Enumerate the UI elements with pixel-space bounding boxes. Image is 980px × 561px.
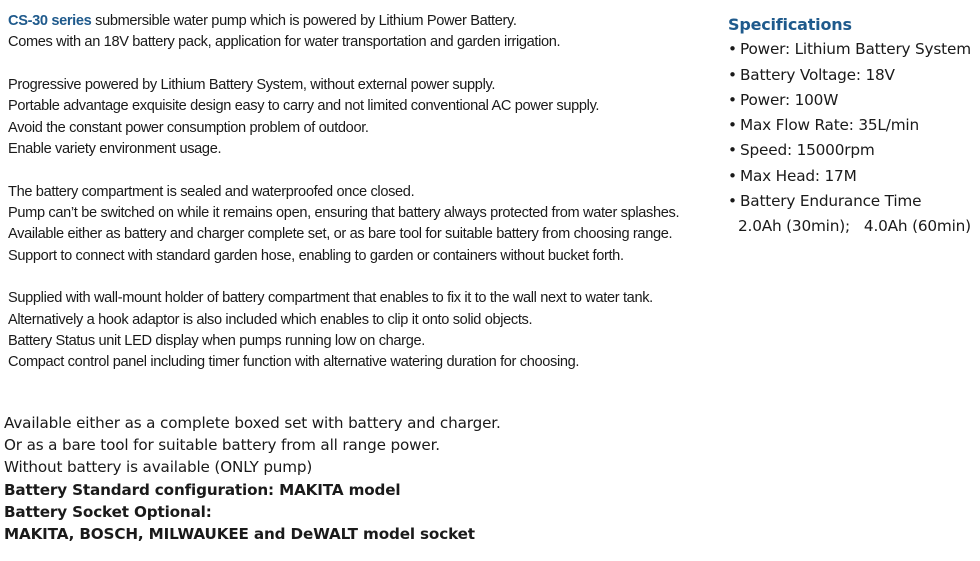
series-intro-text: submersible water pump which is powered by Lithium Power Battery. bbox=[91, 13, 517, 29]
specifications-panel bbox=[728, 12, 978, 240]
description-line: Supplied with wall-mount holder of battery compartment that enables to fix it to the wall next to water tank. bbox=[8, 290, 653, 307]
description-paragraph-3 bbox=[8, 182, 723, 267]
description-paragraph-2 bbox=[8, 75, 723, 160]
availability-line: Or as a bare tool for suitable battery from all range power. bbox=[4, 436, 440, 455]
bullet-icon: • bbox=[728, 40, 737, 59]
bullet-icon: • bbox=[728, 116, 737, 135]
description-paragraph-1 bbox=[8, 11, 723, 54]
specifications-title: Specifications bbox=[728, 15, 852, 34]
description-line: Compact control panel including timer function with alternative watering duration for choosing. bbox=[8, 354, 580, 371]
bullet-icon: • bbox=[728, 166, 737, 185]
bullet-icon: • bbox=[728, 141, 737, 160]
spec-item-text: Power: Lithium Battery System bbox=[740, 40, 971, 59]
endurance-detail: 2.0Ah (30min); 4.0Ah (60min) bbox=[738, 217, 971, 236]
spec-item-text: Battery Endurance Time bbox=[740, 192, 922, 211]
spec-item bbox=[728, 37, 978, 62]
description-line: Avoid the constant power consumption problem of outdoor. bbox=[8, 119, 369, 136]
description-line: Progressive powered by Lithium Battery System, without external power supply. bbox=[8, 77, 496, 94]
description-line: Battery Status unit LED display when pumps running low on charge. bbox=[8, 333, 425, 350]
product-description bbox=[8, 11, 723, 395]
specifications-list bbox=[728, 37, 978, 214]
availability-line: Without battery is available (ONLY pump) bbox=[4, 458, 313, 477]
bullet-icon: • bbox=[728, 90, 737, 109]
availability-line: Available either as a complete boxed set with battery and charger. bbox=[4, 414, 501, 432]
spec-item bbox=[728, 113, 978, 138]
spec-item-text: Power: 100W bbox=[740, 90, 839, 109]
spec-item-text: Speed: 15000rpm bbox=[740, 141, 875, 160]
spec-item-text: Battery Voltage: 18V bbox=[740, 65, 895, 84]
bullet-icon: • bbox=[728, 192, 737, 211]
description-paragraph-4 bbox=[8, 288, 723, 373]
spec-item-text: Max Head: 17M bbox=[740, 166, 857, 185]
bullet-icon: • bbox=[728, 65, 737, 84]
battery-socket-models: MAKITA, BOSCH, MILWAUKEE and DeWALT model socket bbox=[4, 525, 475, 544]
description-line: Alternatively a hook adaptor is also included which enables to clip it onto solid objects. bbox=[8, 311, 533, 328]
description-line: Enable variety environment usage. bbox=[8, 140, 222, 157]
series-name: CS-30 series bbox=[8, 13, 92, 29]
description-line: The battery compartment is sealed and waterproofed once closed. bbox=[8, 183, 415, 200]
battery-standard-config: Battery Standard configuration: MAKITA model bbox=[4, 480, 401, 499]
spec-item bbox=[728, 164, 978, 189]
battery-socket-optional-label: Battery Socket Optional: bbox=[4, 502, 212, 521]
description-line: Available either as battery and charger complete set, or as bare tool for suitable battery from choosing range. bbox=[8, 226, 673, 243]
spec-item bbox=[728, 138, 978, 163]
description-line: Support to connect with standard garden hose, enabling to garden or containers without bucket forth. bbox=[8, 247, 624, 264]
spec-item-text: Max Flow Rate: 35L/min bbox=[740, 116, 919, 135]
spec-item bbox=[728, 88, 978, 113]
spec-item bbox=[728, 63, 978, 88]
description-line: Portable advantage exquisite design easy to carry and not limited conventional AC power supply. bbox=[8, 98, 600, 115]
spec-item bbox=[728, 189, 978, 214]
availability-section bbox=[4, 412, 704, 545]
description-line: Comes with an 18V battery pack, application for water transportation and garden irrigation. bbox=[8, 34, 561, 51]
description-line bbox=[8, 11, 723, 32]
description-line: Pump can’t be switched on while it remains open, ensuring that battery always protected from water splashes. bbox=[8, 205, 680, 222]
